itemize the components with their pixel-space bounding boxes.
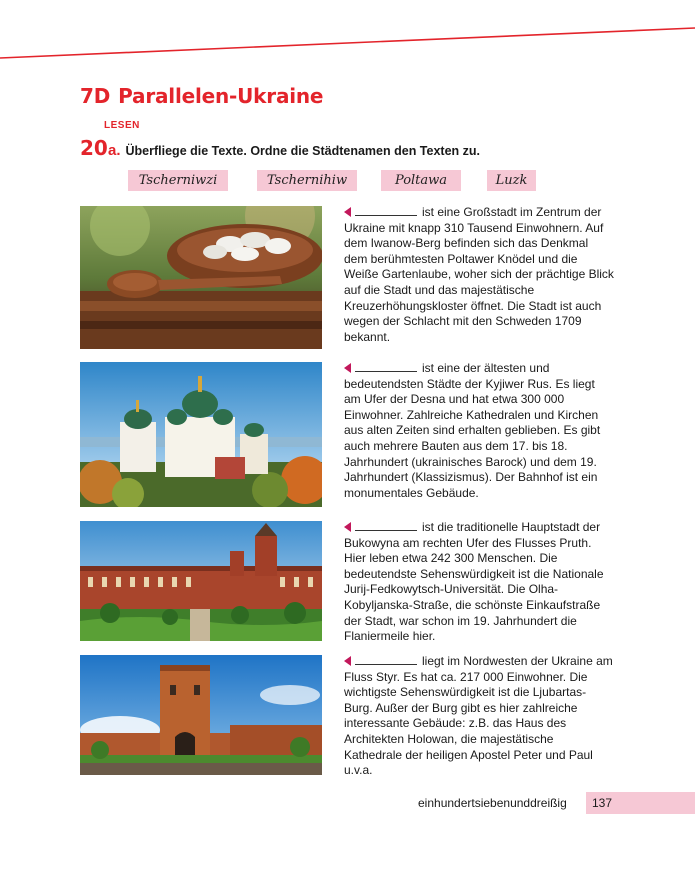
pointer-marker-icon	[344, 363, 351, 373]
answer-blank-3[interactable]	[355, 520, 417, 531]
text-block-4	[344, 654, 614, 779]
pointer-marker-icon	[344, 207, 351, 217]
task-letter: a.	[108, 142, 121, 159]
city-label-poltawa[interactable]: Poltawa	[381, 170, 461, 191]
page-number-words: einhundertsiebenunddreißig	[418, 796, 567, 810]
city-name-labels	[0, 170, 695, 192]
poltava-knedel-photo	[80, 206, 322, 349]
task-instruction: Überfliege die Texte. Ordne die Städtenamen den Texten zu.	[125, 144, 480, 158]
section-label: LESEN	[104, 120, 140, 131]
chernivtsi-university-photo	[80, 521, 322, 641]
city-label-luzk[interactable]: Luzk	[487, 170, 536, 191]
chernihiv-cathedral-photo	[80, 362, 322, 507]
task-heading	[80, 136, 480, 160]
text-block-1	[344, 205, 614, 345]
answer-blank-4[interactable]	[355, 654, 417, 665]
chapter-title: Parallelen-Ukraine	[118, 84, 324, 108]
decorative-red-line	[0, 0, 695, 70]
pointer-marker-icon	[344, 656, 351, 666]
lutsk-castle-photo	[80, 655, 322, 775]
task-number: 20	[80, 136, 108, 160]
answer-blank-2[interactable]	[355, 361, 417, 372]
page-number: 137	[592, 796, 613, 810]
text-body-3: ist die traditionelle Hauptstadt der Bukowyna am rechten Ufer des Flusses Pruth. Hier leben etwa 242 300 Menschen. Die bedeutendste Sehenswürdigkeit ist die Nationale Jurij-Fedkowytsch-Universität. Die Olha-Kobyljanska-Straße, die schönste Einkaufstraße der Stadt, war schon im 19. Jahrhundert die Flaniermeile hier.	[344, 520, 604, 644]
chapter-heading	[80, 84, 323, 108]
text-body-1: ist eine Großstadt im Zentrum der Ukraine mit knapp 310 Tausend Einwohnern. Auf dem Iwanow-Berg befinden sich das Denkmal dem berühmtesten Poltawer Knödel und die Weiße Gartenlaube, woher sich der prächtige Blick auf die Stadt und das majestätische Kreuzerhöhungskloster öffnet. Die Stadt ist auch wegen der Schlacht mit den Schweden 1709 bekannt.	[344, 205, 614, 344]
text-body-2: ist eine der ältesten und bedeutendsten Städte der Kyjiwer Rus. Es liegt am Ufer der Desna und hat etwa 300 000 Einwohner. Zahlreiche Kathedralen und Kirchen aus alten Zeiten sind erhalten geblieben. Es gibt auch mehrere Bauten aus dem 17. bis 18. Jahrhundert (ukrainisches Barock) und dem 19. Jahrhundert (Klassizismus). Der Bahnhof ist ein monumentales Gebäude.	[344, 361, 601, 500]
city-label-tschernihiw[interactable]: Tschernihiw	[257, 170, 357, 191]
text-block-2	[344, 361, 614, 501]
text-body-4: liegt im Nordwesten der Ukraine am Fluss Styr. Es hat ca. 217 000 Einwohner. Die wichtigste Sehenswürdigkeit ist die Ljubartas-Burg. Außer der Burg gibt es hier zahlreiche interessante Gebäude: z.B. das Haus des Architekten Holowan, die majestätische Kathedrale der heiligen Apostel Peter und Paul u.v.a.	[344, 654, 613, 778]
chapter-number: 7D	[80, 84, 111, 108]
city-label-tscherniwzi[interactable]: Tscherniwzi	[128, 170, 228, 191]
text-block-3	[344, 520, 614, 645]
pointer-marker-icon	[344, 522, 351, 532]
answer-blank-1[interactable]	[355, 205, 417, 216]
